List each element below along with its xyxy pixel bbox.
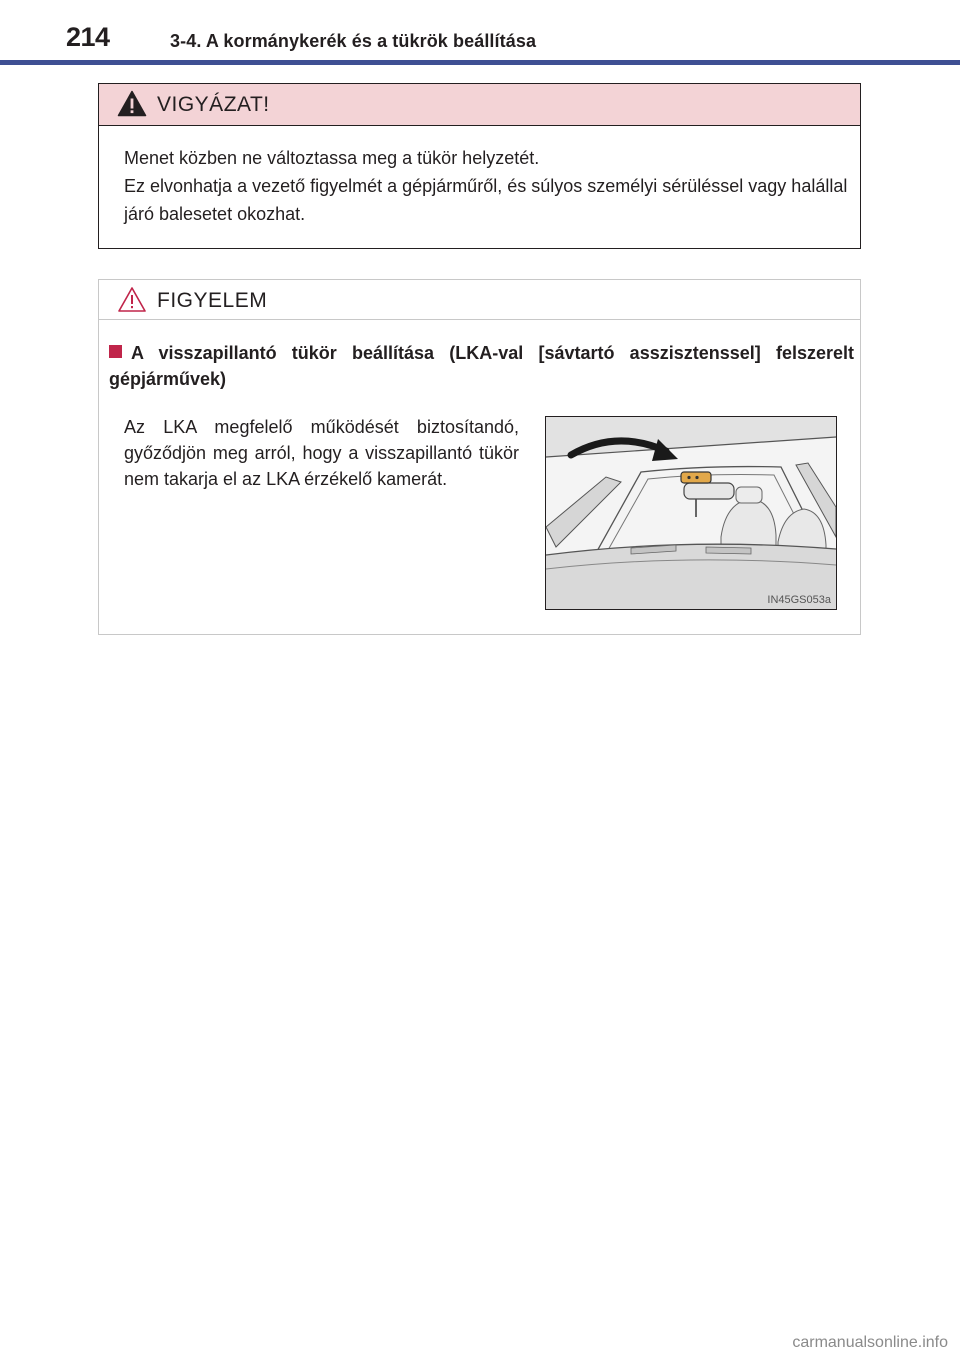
illustration-code: IN45GS053a <box>767 594 831 606</box>
warning-line-1: Menet közben ne változtassa meg a tükör helyzetét. <box>124 148 540 168</box>
warning-box <box>98 83 861 249</box>
notice-title: FIGYELEM <box>157 289 268 312</box>
page-number: 214 <box>66 22 110 52</box>
notice-header <box>99 280 860 320</box>
section-title: 3-4. A kormánykerék és a tükrök beállítása <box>170 31 537 51</box>
mirror-camera-illustration <box>545 416 837 610</box>
warning-title: VIGYÁZAT! <box>157 93 270 116</box>
notice-subheading-text: A visszapillantó tükör beállítása (LKA-val [sávtartó asszisztenssel] felszerelt gépjárművek) <box>109 343 854 389</box>
notice-text <box>124 414 519 492</box>
car-interior-drawing <box>546 417 836 609</box>
square-bullet-icon <box>109 345 122 358</box>
watermark: carmanualsonline.info <box>792 1334 948 1351</box>
notice-triangle-icon <box>117 286 147 313</box>
warning-header <box>99 84 860 126</box>
notice-subheading <box>109 340 854 392</box>
page-header <box>0 0 960 66</box>
notice-box <box>98 279 861 635</box>
header-rule <box>0 60 960 65</box>
warning-body <box>124 144 854 228</box>
notice-paragraph: Az LKA megfelelő működését biztosítandó, győződjön meg arról, hogy a visszapillantó tükör nem takarja el az LKA érzékelő kamerát. <box>124 417 519 489</box>
warning-line-2: Ez elvonhatja a vezető figyelmét a gépjárműről, és súlyos személyi sérüléssel vagy halállal járó balesetet okozhat. <box>124 176 848 224</box>
warning-triangle-icon <box>117 90 147 117</box>
